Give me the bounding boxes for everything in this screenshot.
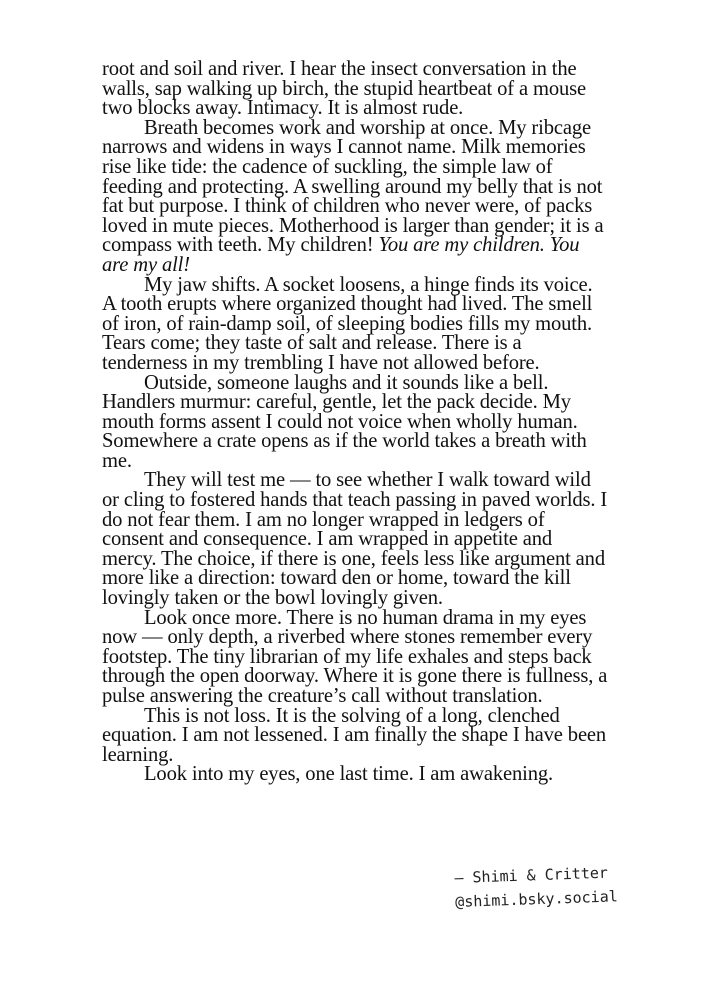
paragraph-6: Look once more. There is no human drama in my eyes now — only depth, a riverbed where stones remember every footstep. The tiny librarian of my life exhales and steps back through the open doorway. Where it is gone there is fullness, a pulse answering the creature’s call without translation. — [102, 606, 608, 707]
paragraph-8: Look into my eyes, one last time. I am awakening. — [144, 763, 553, 786]
paragraph-1: root and soil and river. I hear the insect conversation in the walls, sap walking up birch, the stupid heartbeat of a mouse two blocks away. Intimacy. It is almost rude. — [102, 58, 586, 120]
signature-author: – Shimi & Critter — [454, 863, 609, 887]
story-text — [102, 60, 608, 785]
signature-handle: @shimi.bsky.social — [454, 887, 619, 911]
paragraph-5: They will test me — to see whether I walk toward wild or cling to fostered hands that teach passing in paved worlds. I do not fear them. I am no longer wrapped in ledgers of consent and consequence. I am wrapped in appetite and mercy. The choice, if there is one, feels less like argument and more like a direction: toward den or home, toward the kill lovingly taken or the bowl lovingly given. — [102, 469, 608, 610]
paragraph-4: Outside, someone laughs and it sounds like a bell. Handlers murmur: careful, gentle, let the pack decide. My mouth forms assent I could not voice when wholly human. Somewhere a crate opens as if the world takes a breath with me. — [102, 371, 587, 472]
paragraph-2 — [102, 116, 608, 276]
signature — [454, 860, 626, 914]
paragraph-2-text: Breath becomes work and worship at once. My ribcage narrows and widens in ways I cannot name. Milk memories rise like tide: the cadence of suckling, the simple law of feeding and protecting. A swelling around my belly that is not fat but purpose. I think of children who never were, of packs loved in mute pieces. Motherhood is larger than gender; it is a compass with teeth. My children! — [102, 116, 604, 257]
paragraph-7: This is not loss. It is the solving of a long, clenched equation. I am not lessened. I am finally the shape I have been learning. — [102, 704, 607, 766]
paragraph-2-italic: You are my children. You are my all! — [102, 234, 580, 276]
paragraph-3: My jaw shifts. A socket loosens, a hinge finds its voice. A tooth erupts where organized thought had lived. The smell of iron, of rain-damp soil, of sleeping bodies fills my mouth. Tears come; they taste of salt and release. There is a tenderness in my trembling I have not allowed before. — [102, 273, 593, 374]
